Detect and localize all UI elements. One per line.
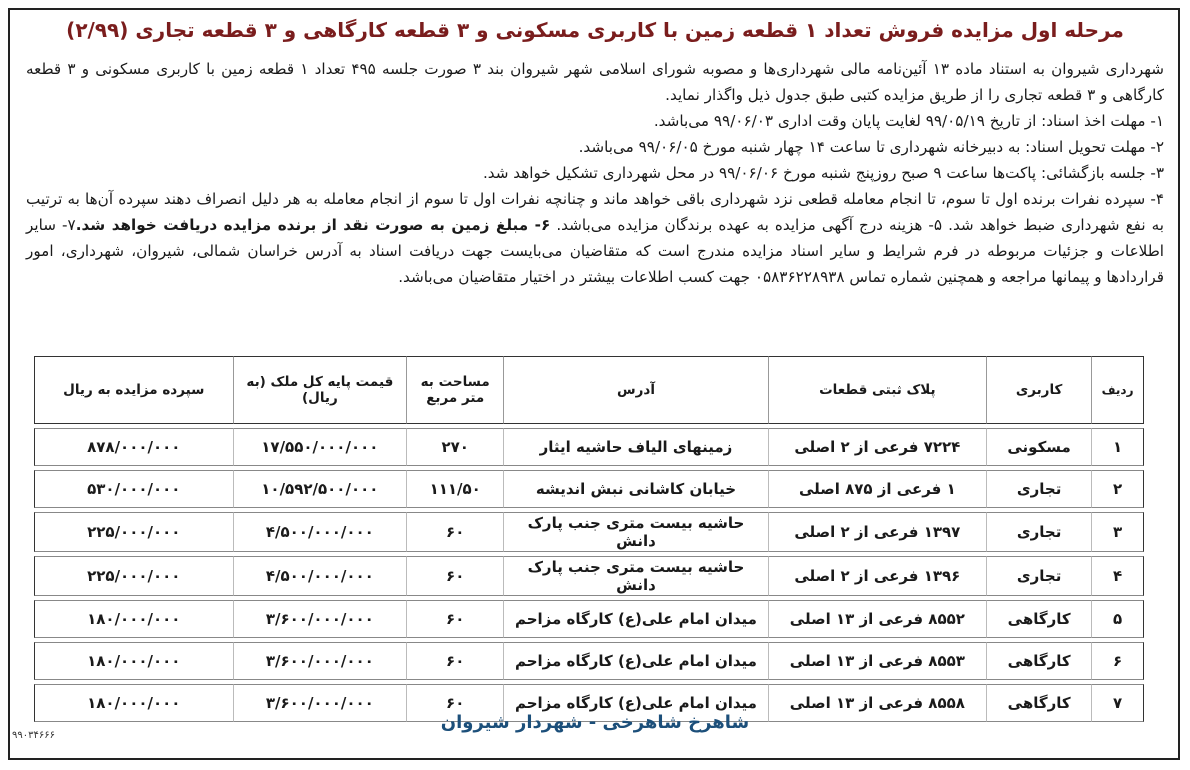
cell-deposit: ۸۷۸/۰۰۰/۰۰۰ bbox=[34, 428, 234, 466]
cell-address: میدان امام علی(ع) کارگاه مزاحم bbox=[504, 600, 768, 638]
cell-radif: ۱ bbox=[1092, 428, 1144, 466]
cell-plak: ۸۵۵۸ فرعی از ۱۳ اصلی bbox=[769, 684, 987, 722]
page-title: مرحله اول مزایده فروش تعداد ۱ قطعه زمین با کاربری مسکونی و ۳ قطعه کارگاهی و ۳ قطعه تجاری (۲/۹۹) bbox=[66, 18, 1124, 42]
cell-plak: ۱ فرعی از ۸۷۵ اصلی bbox=[769, 470, 987, 508]
cell-radif: ۳ bbox=[1092, 512, 1144, 552]
header-plak: پلاک ثبتی قطعات bbox=[769, 356, 987, 424]
header-base-price: قیمت پایه کل ملک (به ریال) bbox=[234, 356, 408, 424]
cell-deposit: ۱۸۰/۰۰۰/۰۰۰ bbox=[34, 600, 234, 638]
cell-address: حاشیه بیست متری جنب پارک دانش bbox=[504, 512, 768, 552]
header-radif: ردیف bbox=[1092, 356, 1144, 424]
table-row bbox=[34, 428, 1144, 466]
cell-area: ۶۰ bbox=[407, 642, 504, 680]
cell-radif: ۷ bbox=[1092, 684, 1144, 722]
item-4-5-text: ۴- سپرده نفرات برنده اول تا سوم، تا انجام معامله قطعی نزد شهرداری باقی خواهد ماند و چنانچه نفرات اول تا سوم از انجام معامله به هر دلیل انصراف دهند سپرده آن‌ها به ترتیب به نفع شهرداری ضبط خواهد شد. ۵- هزینه درج آگهی مزایده به عهده برندگان مزایده می‌باشد. bbox=[26, 190, 1164, 234]
cell-address: زمینهای الیاف حاشیه ایثار bbox=[504, 428, 768, 466]
cell-use: تجاری bbox=[987, 470, 1092, 508]
cell-area: ۶۰ bbox=[407, 556, 504, 596]
table-row bbox=[34, 470, 1144, 508]
header-deposit: سپرده مزایده به ریال bbox=[34, 356, 234, 424]
cell-use: کارگاهی bbox=[987, 684, 1092, 722]
cell-use: تجاری bbox=[987, 512, 1092, 552]
table-row bbox=[34, 642, 1144, 680]
cell-address: میدان امام علی(ع) کارگاه مزاحم bbox=[504, 684, 768, 722]
item-1: ۱- مهلت اخذ اسناد: از تاریخ ۹۹/۰۵/۱۹ لغایت پایان وقت اداری ۹۹/۰۶/۰۳ می‌باشد. bbox=[653, 112, 1164, 130]
cell-area: ۶۰ bbox=[407, 600, 504, 638]
cell-plak: ۸۵۵۳ فرعی از ۱۳ اصلی bbox=[769, 642, 987, 680]
cell-use: کارگاهی bbox=[987, 642, 1092, 680]
cell-base-price: ۳/۶۰۰/۰۰۰/۰۰۰ bbox=[234, 684, 408, 722]
cell-base-price: ۳/۶۰۰/۰۰۰/۰۰۰ bbox=[234, 600, 408, 638]
cell-radif: ۴ bbox=[1092, 556, 1144, 596]
cell-base-price: ۴/۵۰۰/۰۰۰/۰۰۰ bbox=[234, 512, 408, 552]
intro-paragraph: شهرداری شیروان به استناد ماده ۱۳ آئین‌نامه مالی شهرداری‌ها و مصوبه شورای اسلامی شهر شیروان بند ۳ صورت جلسه ۴۹۵ تعداد ۱ قطعه زمین با کاربری مسکونی و ۳ قطعه کارگاهی و ۳ قطعه تجاری را از طریق مزایده کتبی طبق جدول ذیل واگذار نماید. bbox=[26, 60, 1164, 104]
table-row bbox=[34, 512, 1144, 552]
cell-plak: ۱۳۹۷ فرعی از ۲ اصلی bbox=[769, 512, 987, 552]
table-header-row bbox=[34, 356, 1144, 424]
table-row bbox=[34, 556, 1144, 596]
cell-deposit: ۱۸۰/۰۰۰/۰۰۰ bbox=[34, 642, 234, 680]
cell-deposit: ۲۲۵/۰۰۰/۰۰۰ bbox=[34, 556, 234, 596]
cell-area: ۶۰ bbox=[407, 512, 504, 552]
cell-address: میدان امام علی(ع) کارگاه مزاحم bbox=[504, 642, 768, 680]
cell-base-price: ۴/۵۰۰/۰۰۰/۰۰۰ bbox=[234, 556, 408, 596]
cell-radif: ۵ bbox=[1092, 600, 1144, 638]
header-use: کاربری bbox=[987, 356, 1092, 424]
item-3: ۳- جلسه بازگشائی: پاکت‌ها ساعت ۹ صبح روزپنج شنبه مورخ ۹۹/۰۶/۰۶ در محل شهرداری تشکیل خواهد شد. bbox=[482, 164, 1164, 182]
cell-use: مسکونی bbox=[987, 428, 1092, 466]
cell-deposit: ۱۸۰/۰۰۰/۰۰۰ bbox=[34, 684, 234, 722]
cell-radif: ۲ bbox=[1092, 470, 1144, 508]
cell-address: حاشیه بیست متری جنب پارک دانش bbox=[504, 556, 768, 596]
cell-use: کارگاهی bbox=[987, 600, 1092, 638]
cell-area: ۶۰ bbox=[407, 684, 504, 722]
cell-base-price: ۱۰/۵۹۲/۵۰۰/۰۰۰ bbox=[234, 470, 408, 508]
cell-base-price: ۳/۶۰۰/۰۰۰/۰۰۰ bbox=[234, 642, 408, 680]
table-row bbox=[34, 600, 1144, 638]
item-7-text: ۷- سایر اطلاعات و جزئیات مربوطه در فرم شرایط و سایر اسناد مزایده مندرج است که متقاضیان می‌بایست جهت دریافت اسناد به آدرس خراسان شمالی، شیروان، شهرداری، امور قراردادها و پیمانها مراجعه و همچنین شماره تماس ۰۵۸۳۶۲۲۸۹۳۸ جهت کسب اطلاعات بیشتر در اختیار متقاضیان می‌باشد. bbox=[26, 216, 1164, 286]
auction-table-wrap bbox=[34, 352, 1144, 712]
cell-area: ۱۱۱/۵۰ bbox=[407, 470, 504, 508]
auction-table bbox=[34, 352, 1144, 726]
cell-plak: ۱۳۹۶ فرعی از ۲ اصلی bbox=[769, 556, 987, 596]
cell-plak: ۷۲۲۴ فرعی از ۲ اصلی bbox=[769, 428, 987, 466]
cell-use: تجاری bbox=[987, 556, 1092, 596]
notice-body bbox=[26, 56, 1164, 290]
cell-address: خیابان کاشانی نبش اندیشه bbox=[504, 470, 768, 508]
notice-code: ۹۹۰۳۴۶۶۶ bbox=[12, 730, 55, 741]
cell-deposit: ۵۳۰/۰۰۰/۰۰۰ bbox=[34, 470, 234, 508]
header-address: آدرس bbox=[504, 356, 768, 424]
cell-radif: ۶ bbox=[1092, 642, 1144, 680]
cell-base-price: ۱۷/۵۵۰/۰۰۰/۰۰۰ bbox=[234, 428, 408, 466]
signature: شاهرخ شاهرخی - شهردار شیروان bbox=[440, 712, 750, 733]
item-4-7 bbox=[26, 186, 1164, 290]
cell-area: ۲۷۰ bbox=[407, 428, 504, 466]
item-2: ۲- مهلت تحویل اسناد: به دبیرخانه شهرداری تا ساعت ۱۴ چهار شنبه مورخ ۹۹/۰۶/۰۵ می‌باشد. bbox=[578, 138, 1164, 156]
cell-deposit: ۲۲۵/۰۰۰/۰۰۰ bbox=[34, 512, 234, 552]
cell-plak: ۸۵۵۲ فرعی از ۱۳ اصلی bbox=[769, 600, 987, 638]
header-area: مساحت به متر مربع bbox=[407, 356, 504, 424]
item-6-text: ۶- مبلغ زمین به صورت نقد از برنده مزایده دریافت خواهد شد. bbox=[75, 216, 551, 234]
